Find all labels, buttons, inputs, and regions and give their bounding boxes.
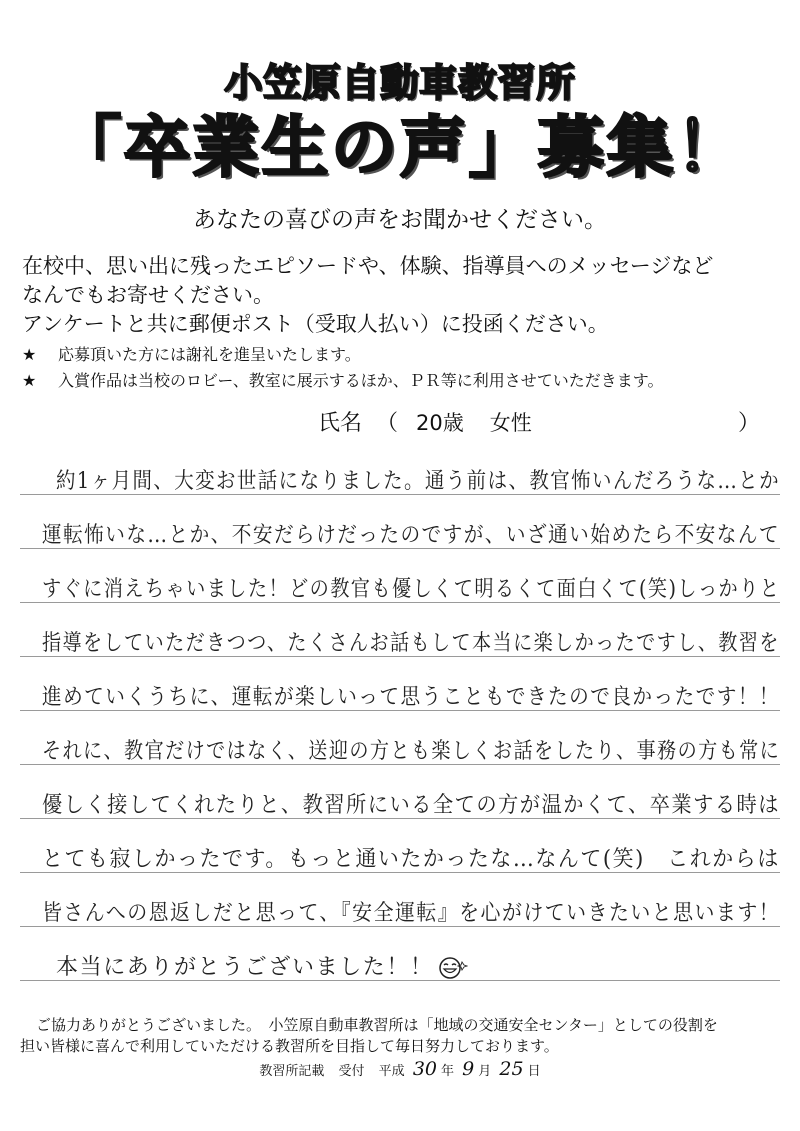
month-unit: 月 bbox=[478, 1064, 492, 1079]
handwritten-text: 本当にありがとうございました！！ bbox=[56, 955, 434, 980]
subtitle: あなたの喜びの声をお聞かせください。 bbox=[193, 207, 607, 233]
name-close-paren: ） bbox=[738, 411, 761, 436]
record-day: 25 bbox=[499, 1058, 524, 1080]
handwritten-line: 約1ヶ月間、大変お世話になりました。通う前は、教官怖いんだろうな…とか bbox=[56, 469, 780, 494]
writing-area[interactable] bbox=[20, 432, 780, 992]
handwritten-line-last bbox=[56, 950, 468, 981]
handwritten-line: それに、教官だけではなく、送迎の方とも楽しくお話をしたり、事務の方も常に bbox=[42, 739, 781, 764]
note-text: 応募頂いた方には謝礼を進呈いたします。 bbox=[58, 345, 361, 364]
received-label: 受付 bbox=[338, 1064, 365, 1079]
handwritten-line: すぐに消えちゃいました！どの教官も優しくて明るくて面白くて(笑)しっかりと bbox=[42, 577, 781, 602]
handwritten-line: 優しく接してくれたりと、教習所にいる全ての方が温かくて、卒業する時は bbox=[42, 793, 780, 818]
notes-list bbox=[22, 342, 663, 394]
handwritten-line: 皆さんへの恩返しだと思って、『安全運転』を心がけていきたいと思います！ bbox=[42, 901, 781, 926]
intro-text bbox=[22, 252, 713, 339]
intro-line: 在校中、思い出に残ったエピソードや、体験、指導員へのメッセージなど bbox=[22, 254, 714, 278]
record-label: 教習所記載 bbox=[259, 1064, 325, 1079]
day-unit: 日 bbox=[527, 1064, 541, 1079]
age-value: 20歳 bbox=[416, 411, 464, 435]
record-month: 9 bbox=[462, 1058, 475, 1080]
note-item bbox=[22, 342, 663, 368]
handwritten-line: 指導をしていただきつつ、たくさんお話もして本当に楽しかったですし、教習を bbox=[42, 631, 780, 656]
star-icon: ★ bbox=[22, 345, 37, 364]
note-text: 入賞作品は当校のロビー、教室に展示するほか、ＰＲ等に利用させていただきます。 bbox=[58, 371, 664, 390]
school-name-heading: 小笠原自動車教習所 bbox=[224, 61, 576, 105]
office-record bbox=[0, 1058, 800, 1080]
note-item bbox=[22, 368, 663, 394]
footer-thanks: ご協力ありがとうございました。 小笠原自動車教習所は「地域の交通安全センター」としての役割を bbox=[36, 1016, 718, 1034]
record-year: 30 bbox=[412, 1058, 438, 1080]
handwritten-line: 進めていくうちに、運転が楽しいって思うこともできたので良かったです！！ bbox=[42, 685, 781, 710]
name-open-paren: （ bbox=[376, 411, 399, 436]
handwritten-line: とても寂しかったです。もっと通いたかったな…なんて(笑) これからは bbox=[42, 847, 780, 872]
main-title: 「卒業生の声」募集！ bbox=[55, 109, 745, 186]
era-label: 平成 bbox=[378, 1064, 405, 1079]
name-label: 氏名 bbox=[318, 411, 363, 436]
footer-mission: 担い皆様に喜んで利用していただける教習所を目指して毎日努力しております。 bbox=[20, 1037, 559, 1055]
intro-line: なんでもお寄せください。 bbox=[22, 283, 274, 307]
intro-line: アンケートと共に郵便ポスト（受取人払い）に投函ください。 bbox=[22, 312, 609, 336]
smiley-face-icon bbox=[438, 956, 468, 980]
handwritten-line: 運転怖いな…とか、不安だらけだったのですが、いざ通い始めたら不安なんて bbox=[42, 523, 781, 548]
star-icon: ★ bbox=[22, 371, 37, 390]
year-unit: 年 bbox=[441, 1064, 455, 1079]
gender-value: 女性 bbox=[489, 411, 532, 435]
